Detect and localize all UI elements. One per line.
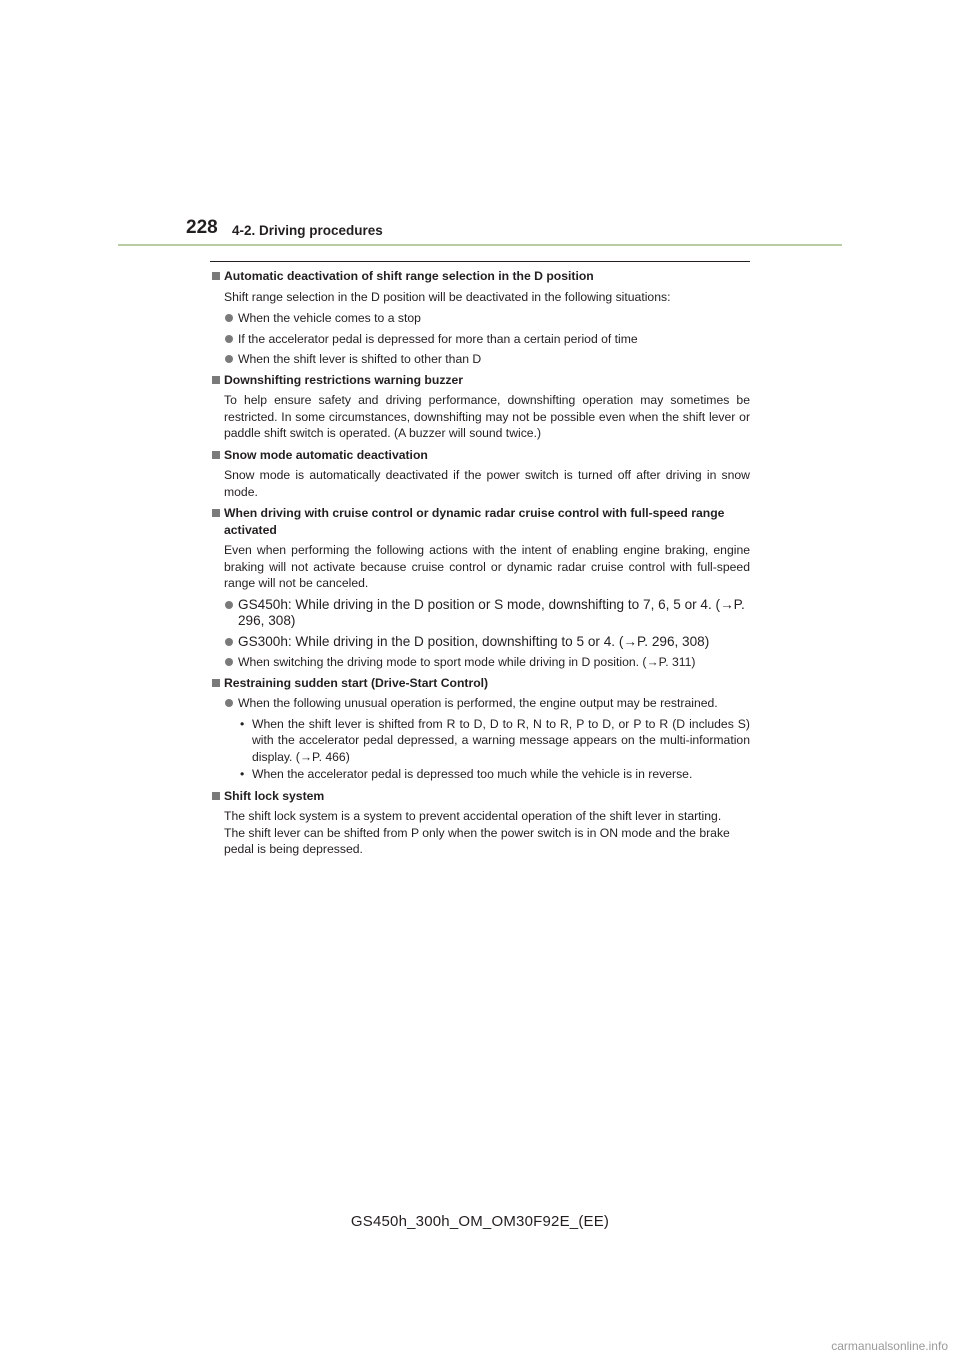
page-header [0,0,960,250]
section-downshift-buzzer [210,372,750,442]
circle-bullet-icon [225,314,233,322]
section-heading-text: Restraining sudden start (Drive-Start Control) [224,675,489,690]
section-shift-range-deactivation [210,268,750,368]
circle-bullet-icon [225,601,233,609]
list-item [210,331,750,348]
list-item [210,634,750,651]
circle-bullet-icon [225,699,233,707]
section-cruise-control [210,505,750,671]
list-item-text: When switching the driving mode to sport mode while driving in D position. (→P. 311) [238,655,696,669]
circle-bullet-icon [225,335,233,343]
list-item-text: If the accelerator pedal is depressed for more than a certain period of time [238,331,638,346]
circle-bullet-icon [225,355,233,363]
square-bullet-icon [212,272,220,280]
section-heading [210,788,750,805]
list-item [210,695,750,712]
page-content [210,268,750,863]
list-item [210,654,750,671]
section-heading-text: Snow mode automatic deactivation [224,447,428,462]
square-bullet-icon [212,792,220,800]
sub-list-item [238,716,750,766]
section-heading [210,268,750,285]
list-item-text: GS300h: While driving in the D position, downshifting to 5 or 4. (→P. 296, 308) [238,633,710,649]
section-heading [210,675,750,692]
section-body: Snow mode is automatically deactivated if the power switch is turned off after driving in snow mode. [224,468,750,499]
header-divider [118,244,842,246]
page-number: 228 [186,217,218,238]
list-item-text: GS450h: While driving in the D position or S mode, downshifting to 7, 6, 5 or 4. (→P. 296, 308) [238,596,745,628]
list-item-text: When the vehicle comes to a stop [238,311,421,325]
circle-bullet-icon [225,658,233,666]
square-bullet-icon [212,376,220,384]
section-heading-text: Automatic deactivation of shift range selection in the D position [224,269,594,283]
square-bullet-icon [212,679,220,687]
circle-bullet-icon [225,638,233,646]
section-shift-lock [210,788,750,858]
section-heading-text: Shift lock system [224,788,325,803]
list-item [210,310,750,327]
sub-list-item-text: When the shift lever is shifted from R to D, D to R, N to R, P to D, or P to R (D includes S) with the accelerator pedal depressed, a warning message appears on the multi-information display. (→P. 466) [252,716,750,764]
watermark: carmanualsonline.info [831,1339,948,1353]
section-title: 4-2. Driving procedures [232,223,383,238]
section-heading [210,372,750,389]
section-body: To help ensure safety and driving performance, downshifting operation may sometimes be restricted. In some circumstances, downshifting may not be possible even when the shift lever or paddle shift switch is operated. (A buzzer will sound twice.) [224,393,750,440]
section-body-continued: The shift lever can be shifted from P only when the power switch is in ON mode and the brake pedal is being depressed. [224,825,730,856]
section-heading-text: Downshifting restrictions warning buzzer [224,372,464,387]
sub-bullet-marker: • [240,716,245,731]
section-heading-text: When driving with cruise control or dynamic radar cruise control with full-speed range activated [224,506,725,537]
section-intro: Even when performing the following actions with the intent of enabling engine braking, engine braking will not activate because cruise control or dynamic radar cruise control with full-speed range will not be canceled. [224,543,750,590]
sub-list [210,716,750,783]
content-divider [210,261,750,262]
square-bullet-icon [212,509,220,517]
sub-list-item-text: When the accelerator pedal is depressed too much while the vehicle is in reverse. [252,767,693,781]
list-item-text: When the following unusual operation is performed, the engine output may be restrained. [238,696,718,710]
section-body: The shift lock system is a system to prevent accidental operation of the shift lever in starting. [224,809,722,823]
document-code: GS450h_300h_OM_OM30F92E_(EE) [350,1213,610,1230]
sub-list-item [238,766,750,783]
square-bullet-icon [212,451,220,459]
section-heading [210,505,750,538]
section-heading [210,447,750,464]
section-drive-start-control [210,675,750,783]
list-item [210,351,750,368]
sub-bullet-marker: • [240,767,245,781]
list-item-text: When the shift lever is shifted to other than D [238,352,482,366]
list-item [210,597,750,630]
section-intro: Shift range selection in the D position will be deactivated in the following situations: [224,289,671,304]
section-snow-mode [210,447,750,501]
